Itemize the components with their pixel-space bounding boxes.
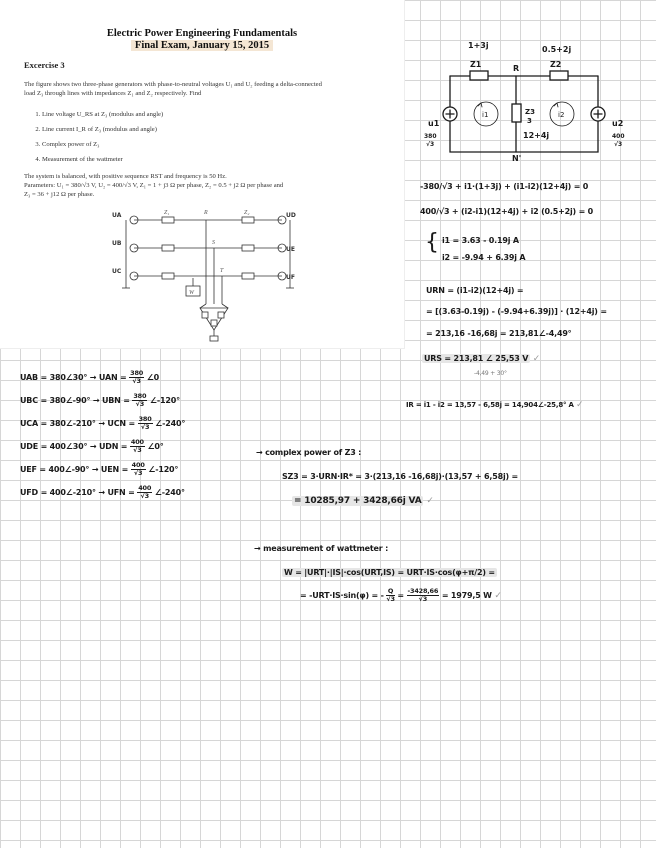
voltage-row: UEF = 400∠-90° → UEN = $\frac{400}{√3}$ ∠-120° — [20, 461, 179, 477]
source-label-uf: UF — [286, 274, 295, 281]
mesh-equation-1: -380/√3 + i1·(1+3j) + (i1-i2)(12+4j) = 0 — [420, 182, 589, 191]
hand-circuit-sketch — [412, 34, 642, 164]
intro-line-2: load Z₃ through lines with impedances Z₁ and Z₂ respectively. Find — [24, 90, 202, 97]
mesh-equation-2: 400/√3 + (i2-i1)(12+4j) + i2 (0.5+2j) = 0 — [420, 207, 594, 216]
sketch-node-n: N' — [512, 154, 522, 163]
sketch-z1: Z1 — [470, 60, 482, 69]
sketch-node-r: R — [513, 64, 520, 73]
condition-line-3: Z₃ = 36 + j12 Ω per phase. — [24, 191, 95, 198]
source-label-ub: UB — [112, 240, 122, 247]
urs-note: -4,49 + 30° — [474, 370, 507, 377]
voltage-row: UFD = 400∠-210° → UFN = $\frac{400}{√3}$ ∠-240° — [20, 484, 185, 500]
sketch-u2: u2 — [612, 119, 624, 128]
condition-line-2: Parameters: U₁ = 380/√3 V, U₂ = 400/√3 V, Z₁ = 1 + j3 Ω per phase, Z₂ = 0.5 + j2 Ω per phase and — [24, 182, 284, 189]
task-item: 2. Line current I_R of Z₃ (modulus and angle) — [42, 122, 163, 137]
task-item: 3. Complex power of Z₃ — [42, 137, 163, 152]
wattmeter-line-2: = -URT·IS·sin(φ) = - $\frac{Q}{√3}$ = $\frac{-3428,66}{√3}$ = 1979,5 W ✓ — [300, 587, 502, 603]
urn-line-1: URN = (i1-i2)(12+4j) = — [426, 286, 524, 295]
sketch-u1-den: √3 — [426, 141, 435, 148]
exercise-heading: Excercise 3 — [24, 60, 65, 70]
intro-line-1: The figure shows two three-phase generators with phase-to-neutral voltages U₁ and U₂ feeding a delta-connected — [24, 81, 322, 88]
complex-power-heading: → complex power of Z3 : — [256, 448, 362, 457]
voltage-row: UAB = 380∠30° → UAN = $\frac{380}{√3}$ ∠0 — [20, 369, 160, 385]
label-z2: Z₂ — [244, 210, 250, 216]
sketch-z3: Z3 — [525, 108, 535, 116]
sketch-z2: Z2 — [550, 60, 562, 69]
voltage-row: UDE = 400∠30° → UDN = $\frac{400}{√3}$ ∠0° — [20, 438, 164, 454]
sketch-z1-value: 1+3j — [468, 41, 489, 50]
node-s: S — [212, 240, 215, 246]
exam-title: Electric Power Engineering Fundamentals — [106, 28, 298, 39]
task-list — [30, 107, 163, 167]
sketch-u2-num: 400 — [612, 133, 625, 140]
voltage-row: UBC = 380∠-90° → UBN = $\frac{380}{√3}$ ∠-120° — [20, 392, 180, 408]
sketch-u1: u1 — [428, 119, 440, 128]
task-item: 1. Line voltage U_RS at Z₃ (modulus and angle) — [42, 107, 163, 122]
label-w: W — [189, 290, 194, 296]
source-label-uc: UC — [112, 268, 122, 275]
source-label-ue: UE — [286, 246, 295, 253]
voltage-row: UCA = 380∠-210° → UCN = $\frac{380}{√3}$ ∠-240° — [20, 415, 186, 431]
sketch-u1-num: 380 — [424, 133, 437, 140]
task-item: 4. Measurement of the wattmeter — [42, 152, 163, 167]
condition-line-1: The system is balanced, with positive sequence RST and frequency is 50 Hz. — [24, 173, 227, 180]
sketch-i2: i2 — [558, 111, 565, 119]
urn-line-2: = [(3.63-0.19j) - (-9.94+6.39j)] · (12+4j) = — [426, 307, 607, 316]
solution-i1: i1 = 3.63 - 0.19j A — [442, 236, 519, 245]
urn-line-3: = 213,16 -16,68j = 213,81∠-4,49° — [426, 329, 572, 338]
complex-power-line-1: SZ3 = 3·URN·IR* = 3·(213,16 -16,68j)·(13,57 + 6,58j) = — [282, 472, 519, 481]
sketch-i1: i1 — [482, 111, 489, 119]
system-brace: { — [425, 230, 439, 255]
node-r: R — [204, 210, 208, 216]
solution-i2: i2 = -9.94 + 6.39j A — [442, 253, 526, 262]
source-label-ud: UD — [286, 212, 296, 219]
exam-subtitle: Final Exam, January 15, 2015 — [0, 40, 404, 52]
circuit-schematic — [108, 204, 308, 344]
source-label-ua: UA — [112, 212, 122, 219]
complex-power-result: = 10285,97 + 3428,66j VA ✓ — [294, 496, 434, 506]
urs-result: URS = 213,81 ∠ 25,53 V ✓ — [424, 354, 541, 364]
label-z1: Z₁ — [164, 210, 170, 216]
wattmeter-line-1: W = |URT|·|IS|·cos(URT,IS) = URT·IS·cos(φ+π/2) = — [284, 568, 495, 577]
wattmeter-heading: → measurement of wattmeter : — [254, 544, 389, 553]
node-t: T — [220, 268, 224, 274]
sketch-z2-value: 0.5+2j — [542, 45, 572, 54]
ir-result: IR = i1 - i2 = 13,57 - 6,58j = 14,904∠-25,8° A ✓ — [406, 400, 584, 410]
sketch-z3-den: 3 — [527, 117, 532, 125]
sketch-u2-den: √3 — [614, 141, 623, 148]
sketch-z3-value: 12+4j — [523, 131, 550, 140]
exam-sheet — [0, 0, 404, 348]
